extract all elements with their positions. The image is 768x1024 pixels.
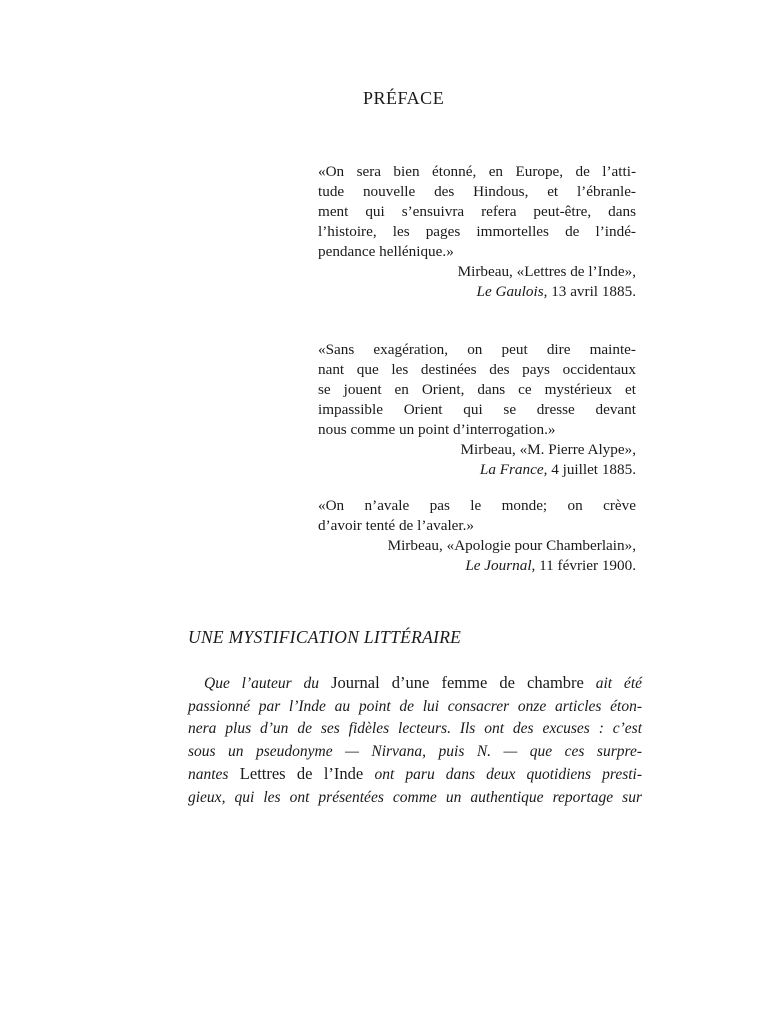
quote-line: «On sera bien étonné, en Europe, de l’atti-: [318, 163, 636, 180]
quote-line: «Sans exagération, on peut dire mainte-: [318, 341, 636, 358]
epigraph-source: [318, 556, 636, 576]
quote-line: d’avoir tenté de l’avaler.»: [318, 517, 475, 534]
epigraph-attribution: Mirbeau, «Apologie pour Chamberlain»,: [387, 537, 636, 554]
text-run: ont paru dans deux quotidiens presti-: [374, 766, 643, 783]
quote-line: nant que les destinées des pays occidentaux: [318, 361, 636, 378]
epigraph: [318, 340, 636, 480]
text-run: ait été: [583, 675, 642, 692]
quote-line: tude nouvelle des Hindous, et l’ébranle-: [318, 183, 636, 200]
epigraph: [318, 162, 636, 302]
paragraph-line: [188, 763, 642, 787]
quote-line: «On n’avale pas le monde; on crève: [318, 497, 636, 514]
source-publication: Le Gaulois: [476, 283, 544, 300]
paragraph-line: [188, 672, 642, 696]
quote-line: impassible Orient qui se dresse devant: [318, 401, 636, 418]
quote-line: l’histoire, les pages immortelles de l’indé-: [318, 223, 636, 240]
page-title: PRÉFACE: [363, 88, 445, 108]
epigraph-source: [318, 282, 636, 302]
quote-line: pendance hellénique.»: [318, 243, 454, 260]
book-title: Lettres de l’Inde: [228, 764, 375, 783]
paragraph-line: sous un pseudonyme — Nirvana, puis N. — que ces surpre-: [188, 742, 642, 760]
source-publication: La France: [479, 461, 544, 478]
source-date: , 11 février 1900.: [531, 557, 636, 574]
epigraph-attribution: Mirbeau, «M. Pierre Alype»,: [460, 441, 636, 458]
intro-paragraph: [188, 672, 642, 809]
source-date: , 4 juillet 1885.: [543, 461, 636, 478]
book-title: d’une femme de chambre: [391, 673, 584, 692]
quote-line: se jouent en Orient, dans ce mystérieux et: [318, 381, 636, 398]
quote-line: nous comme un point d’interrogation.»: [318, 421, 556, 438]
text-run: Que l’auteur du: [204, 675, 319, 692]
epigraph-source: [318, 460, 636, 480]
epigraph-attribution: Mirbeau, «Lettres de l’Inde»,: [457, 263, 636, 280]
book-title: Journal: [318, 673, 392, 692]
paragraph-line: gieux, qui les ont présentées comme un authentique reportage sur: [188, 788, 642, 806]
source-date: , 13 avril 1885.: [543, 283, 636, 300]
epigraph: [318, 496, 636, 576]
quote-line: ment qui s’ensuivra refera peut-être, dans: [318, 203, 636, 220]
paragraph-line: passionné par l’Inde au point de lui consacrer onze articles éton-: [188, 697, 642, 715]
section-heading: UNE MYSTIFICATION LITTÉRAIRE: [188, 627, 462, 647]
source-publication: Le Journal: [465, 557, 532, 574]
paragraph-line: nera plus d’un de ses fidèles lecteurs. Ils ont des excuses : c’est: [188, 720, 642, 737]
text-run: nantes: [188, 766, 229, 783]
